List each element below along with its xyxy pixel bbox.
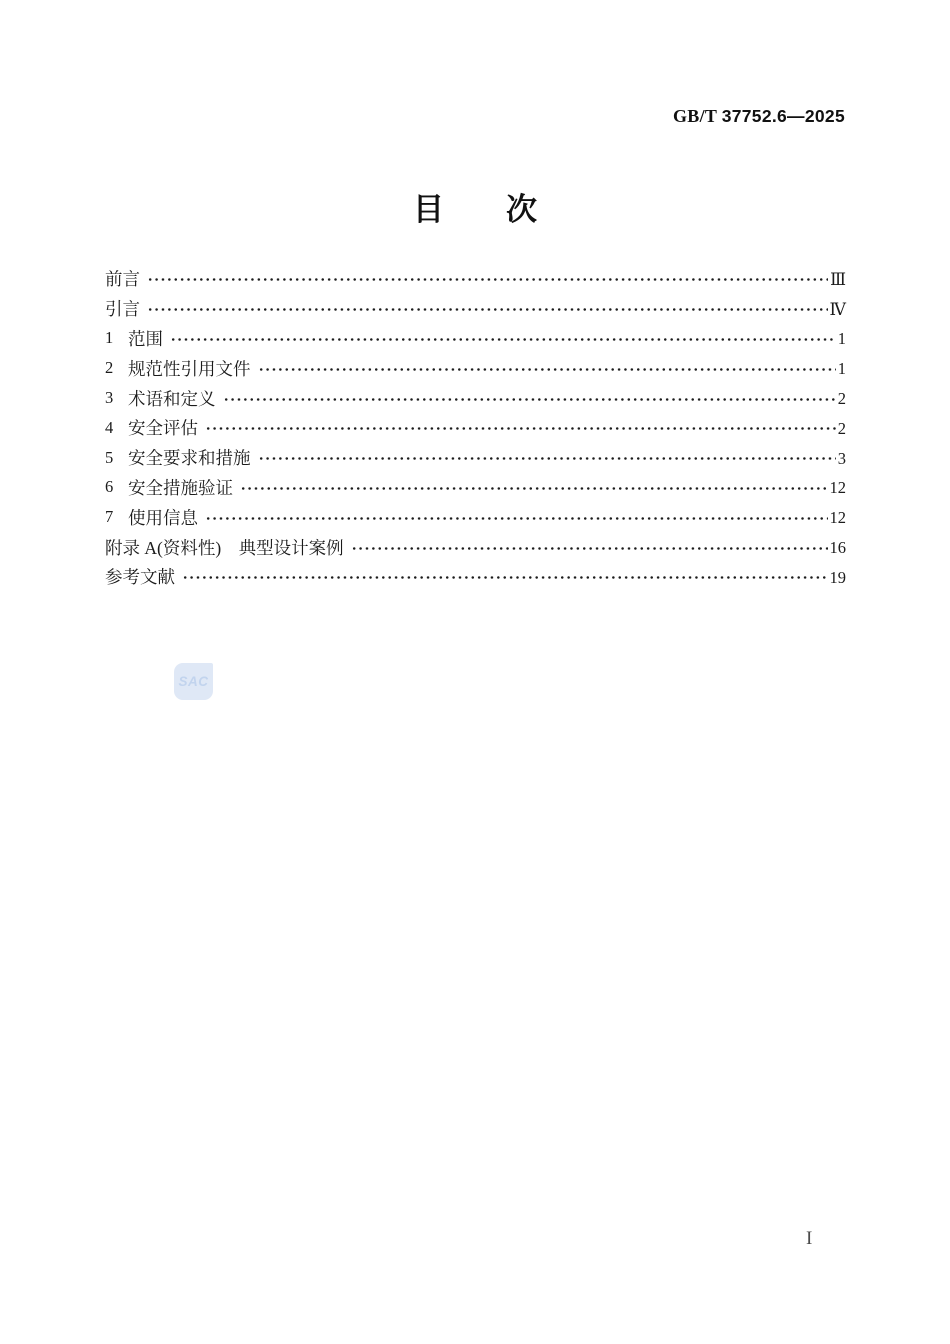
toc-entry-page: 3 [837,448,846,468]
toc-entry-label: 安全要求和措施 [128,448,251,469]
toc-entry-number: 1 [105,328,114,348]
standard-number-prefix: GB/T [673,106,722,126]
footer-page-number: I [806,1228,813,1249]
toc-leader-dots [205,511,828,526]
toc-leader-dots [205,421,836,436]
toc-leader-dots [240,481,828,496]
toc-entry [105,294,846,324]
toc-leader-dots [147,302,828,317]
toc-entry-label: 附录 A(资料性) 典型设计案例 [105,537,344,558]
toc-entry-number: 7 [105,507,114,527]
page-title: 目 次 [413,192,537,227]
standard-number [673,106,845,127]
toc-entry [105,324,846,354]
toc-leader-dots [351,541,828,556]
toc-leader-dots [147,272,828,287]
toc-list [105,264,846,592]
toc-entry-number: 6 [105,477,114,497]
toc-entry-number: 5 [105,447,114,467]
toc-leader-dots [170,332,836,347]
toc-entry-label: 术语和定义 [128,388,216,409]
sac-watermark-text: SAC [178,674,209,689]
toc-entry-page: 1 [837,359,846,379]
toc-entry-page: 12 [829,478,846,498]
toc-entry-label: 安全评估 [128,418,198,439]
toc-entry-label: 使用信息 [128,507,198,528]
toc-entry-page: 2 [837,418,846,438]
toc-entry [105,264,846,294]
toc-entry-page: Ⅲ [830,269,846,289]
toc-entry [105,562,846,592]
toc-leader-dots [223,392,836,407]
toc-entry-label: 规范性引用文件 [128,358,251,379]
toc-entry [105,443,846,473]
toc-entry-number: 2 [105,358,114,378]
toc-entry [105,383,846,413]
toc-entry [105,502,846,532]
toc-entry-page: 12 [829,508,846,528]
toc-entry [105,532,846,562]
sac-watermark-logo [174,663,213,700]
toc-entry-page: 16 [829,538,846,558]
toc-entry-page: 19 [829,567,846,587]
toc-entry-label: 参考文献 [105,567,175,588]
toc-entry [105,413,846,443]
toc-leader-dots [258,451,836,466]
toc-leader-dots [258,362,836,377]
toc-entry-number: 4 [105,417,114,437]
toc-entry-label: 范围 [128,328,163,349]
toc-entry [105,353,846,383]
toc-entry-page: 2 [837,389,846,409]
toc-entry-label: 前言 [105,269,140,290]
toc-entry-number: 3 [105,388,114,408]
toc-entry-page: Ⅳ [829,299,846,319]
toc-leader-dots [182,570,828,585]
toc-entry-label: 安全措施验证 [128,477,233,498]
toc-entry [105,473,846,503]
toc-entry-page: 1 [837,329,846,349]
toc-entry-label: 引言 [105,299,140,320]
standard-number-digits: 37752.6—2025 [721,106,845,126]
